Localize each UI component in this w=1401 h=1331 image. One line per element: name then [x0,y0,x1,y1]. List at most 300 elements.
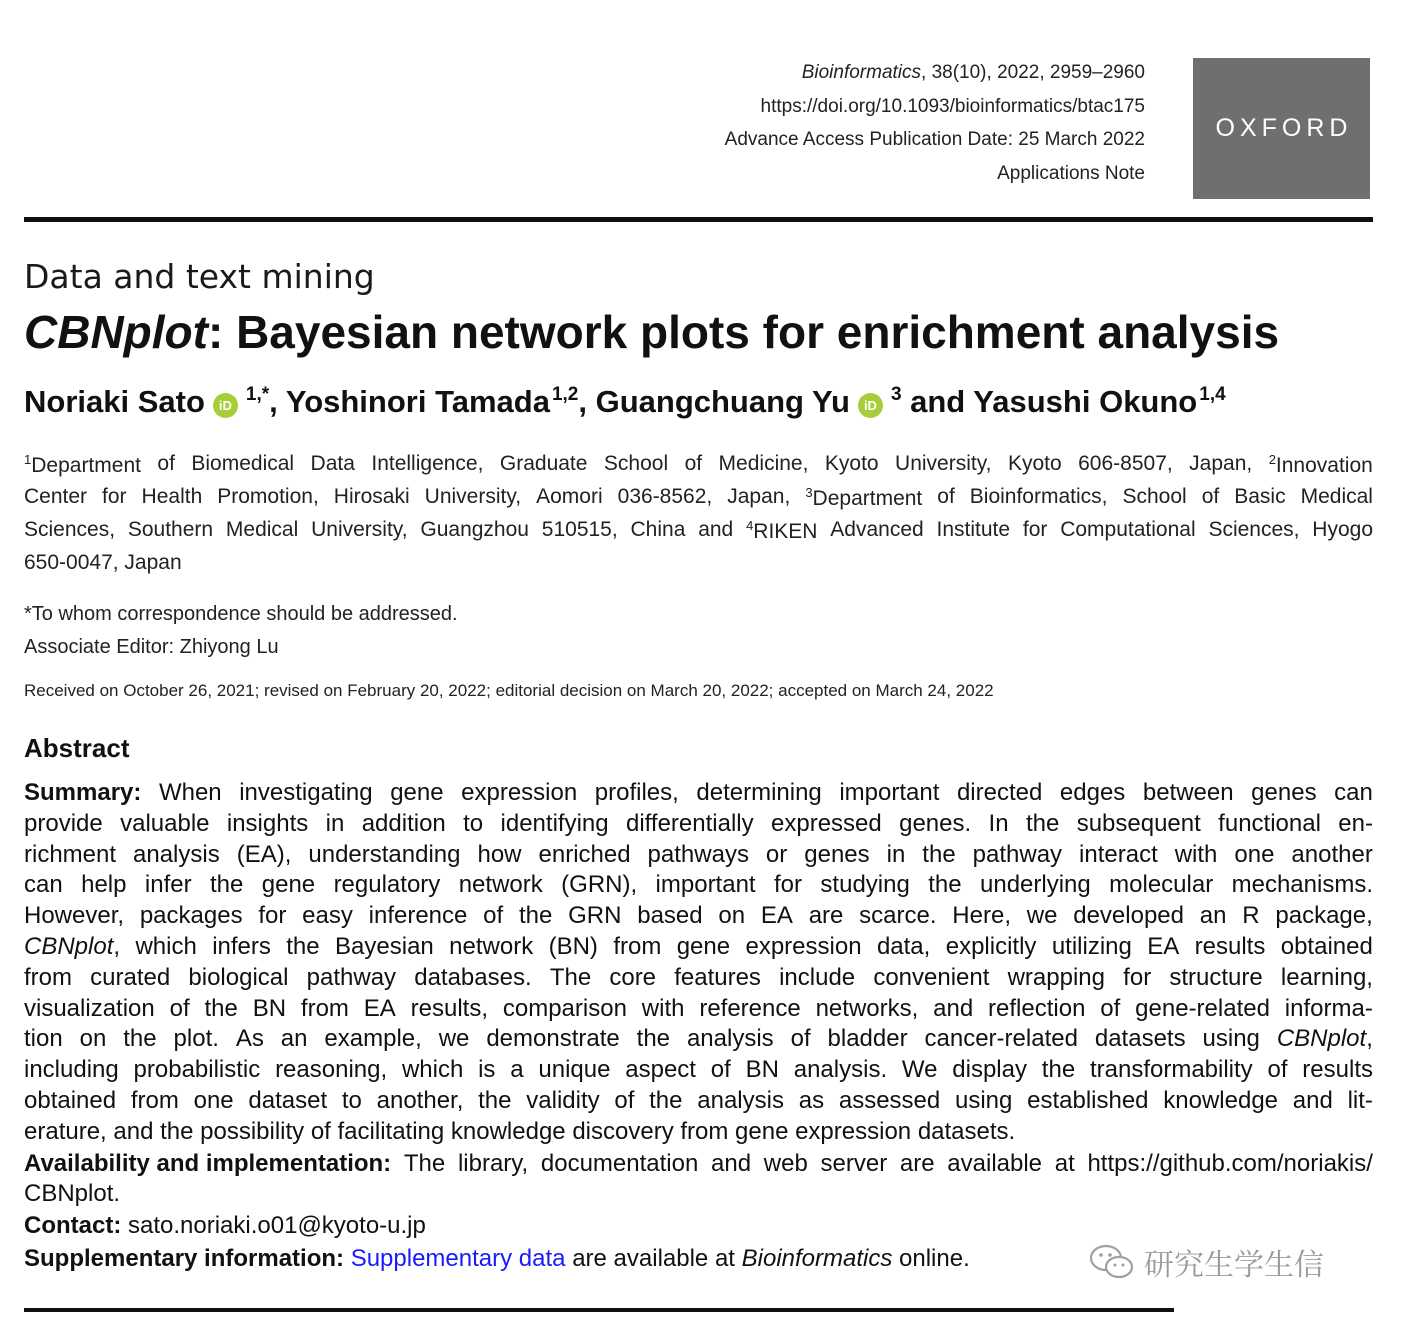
summary-word [414,964,531,992]
summary-word [928,871,961,899]
summary-text: provide [24,809,103,837]
summary-text: aspect [625,1056,696,1084]
summary-text: genes [804,840,870,868]
summary-word [145,871,192,899]
summary-text: genes [1251,779,1317,806]
journal-meta [725,56,1145,190]
affiliation-text: 510515, [541,518,618,541]
summary-line [24,1087,1373,1115]
affiliation-word [1312,518,1373,544]
summary-word [301,995,349,1023]
summary-text: of [1100,994,1121,1022]
summary-word [342,1087,362,1115]
summary-word [1026,810,1059,838]
summary-text: one [193,1087,234,1114]
summary-word [402,1056,463,1084]
summary-text: the [478,1087,512,1114]
affiliation-text: Kyoto [1007,452,1062,475]
summary-word [439,1025,470,1053]
affiliation-word [1189,452,1252,478]
orcid-icon[interactable]: iD [213,393,238,418]
author-name[interactable]: Yasushi Okuno [973,384,1198,419]
space [566,1245,573,1273]
summary-text: GRN [568,902,622,930]
summary-word [859,902,936,930]
summary-word [134,1056,261,1084]
summary-text: of [710,1056,731,1084]
summary-word [1232,871,1373,899]
summary-word [1251,779,1316,807]
title-package: CBNplot [24,306,208,358]
summary-word [411,995,488,1023]
summary-word [90,964,170,992]
contact-line [24,1212,1373,1240]
summary-text: studying [820,871,910,899]
summary-text: visualization [24,994,155,1022]
summary-text: tion [24,1025,63,1053]
summary-text: network [458,871,543,899]
summary-text: BN [745,1056,779,1084]
affiliation-text: Computational [1060,518,1196,541]
summary-word [24,964,72,992]
summary-line [24,933,1373,961]
summary-text: (EA), [236,840,292,868]
summary-word [120,810,209,838]
summary-text: richment [24,840,117,868]
affiliation-word [1234,485,1285,511]
summary-word [140,902,243,930]
summary-word [957,779,1042,807]
summary-word [1027,902,1058,930]
summary-line [24,871,1373,899]
summary-word [799,1087,824,1115]
summary-word [687,1025,774,1053]
summary-text: enriched [538,840,631,868]
summary-text: knowledge [1163,1087,1279,1114]
affiliation-line-4: 650-0047, Japan [24,551,182,574]
affiliation-text: Biomedical [191,452,295,475]
summary-text: easy [302,902,353,930]
summary-text: package, [1275,902,1373,930]
availability-word: The [403,1149,446,1177]
summary-word [697,1087,784,1115]
summary-text: using [1202,1025,1260,1053]
summary-word [1293,1087,1333,1115]
summary-text: informa- [1284,994,1373,1022]
summary-word [519,902,552,930]
summary-word [1100,995,1120,1023]
summary-word [1079,841,1158,869]
summary-line [24,841,1373,869]
affiliation-word [500,452,588,478]
summary-text: core [609,963,657,991]
summary-text: investigating [239,779,373,806]
affiliation-word [371,452,483,478]
affiliation-line-2 [24,485,1373,511]
summary-text: the [922,840,956,868]
summary-word [307,964,396,992]
affiliation-word [618,485,713,511]
affiliation-text: Department [31,454,141,477]
summary-word [364,995,396,1023]
summary-text: addition [361,809,446,837]
summary-text: for [774,871,803,899]
watermark-text: 研究生学生信 [1144,1248,1324,1283]
supplementary-data-link[interactable]: Supplementary data [350,1245,566,1272]
author-name[interactable]: Noriaki Sato [24,384,205,419]
availability-word: available [947,1149,1043,1177]
summary-word [1095,1025,1186,1053]
summary-word [539,841,631,869]
summary-word [804,841,869,869]
summary-word [1234,841,1274,869]
affiliation-word [1008,452,1062,478]
author-name[interactable]: Guangchuang Yu [595,384,850,419]
summary-word [952,1056,1027,1084]
summary-word [204,995,237,1023]
summary-word [902,1056,938,1084]
summary-text: (GRN), [561,871,638,899]
summary-word [973,841,1062,869]
summary-text: analysis. [793,1056,888,1084]
summary-text: developed [1073,902,1184,930]
affiliation-text: of [157,452,175,475]
affiliation-text: Japan, [727,485,791,508]
summary-word [648,841,749,869]
summary-text: features [674,963,761,991]
summary-text: molecular [1109,871,1214,899]
affiliation-word [685,452,703,478]
summary-word [1348,1087,1373,1115]
contact-email[interactable]: sato.noriaki.o01@kyoto-u.jp [128,1212,426,1240]
summary-text: reflection [988,994,1086,1022]
summary-text: obtained [24,1087,117,1114]
summary-text: directed [956,779,1043,806]
summary-word [1175,841,1218,869]
summary-word [302,902,353,930]
space [892,1245,899,1273]
affiliation-text: Hyogo [1312,518,1373,541]
supplementary-end: online. [899,1245,970,1272]
summary-text: valuable [120,809,210,837]
history-dates: Received on October 26, 2021; revised on February 20, 2022; editorial decision on March 20, 2022; accepted on March 24, 2022 [24,681,994,700]
affiliation-text: Advanced [830,518,924,541]
affiliation-word [830,518,923,544]
summary-word [174,1025,219,1053]
summary-text: from [24,963,72,991]
summary-text: results [1302,1056,1373,1084]
summary-text: we [1026,902,1058,930]
summary-word [626,810,754,838]
affiliation-word [128,518,213,544]
affiliation-word [1123,485,1187,511]
summary-text: the [123,1025,157,1053]
summary-word [501,810,609,838]
summary-text: When [158,779,222,806]
summary-word [1285,995,1373,1023]
summary-word [625,1056,696,1084]
summary-text: packages [139,902,243,930]
affiliation-word [805,485,922,511]
summary-word [828,1025,908,1053]
summary-word [1008,964,1105,992]
availability-cont[interactable]: CBNplot. [24,1180,121,1208]
summary-word [809,902,844,930]
package-name: CBNplot [24,933,114,960]
summary-text: analysis [686,1025,774,1053]
summary-text: datasets [1094,1025,1186,1053]
summary-text: assessed [838,1087,941,1114]
oxford-logo [1193,58,1370,199]
author-affiliation-sup: 1,* [245,384,270,405]
summary-text: genes. [899,809,972,837]
summary-word [1077,810,1201,838]
header-rule [24,217,1373,222]
summary-text: analysis [133,840,220,868]
summary-text: from [613,933,662,960]
affiliation-text: Institute [936,518,1011,541]
summary-label: Summary: [24,779,142,806]
summary-text: the [518,902,553,930]
summary-word [988,995,1085,1023]
summary-word [483,902,503,930]
summary-word [595,779,679,807]
affiliation-word [1023,518,1048,544]
summary-text: bladder [827,1025,908,1053]
summary-word [779,964,855,992]
summary-word [24,841,116,869]
affiliation-word [191,452,294,478]
summary-word [237,841,292,869]
affiliation-word [142,485,203,511]
orcid-icon[interactable]: iD [858,393,883,418]
github-link[interactable]: https://github.com/noriakis/ [1087,1149,1373,1177]
summary-line [24,902,1373,930]
summary-line [24,964,1373,992]
summary-text: plot. [173,1025,219,1053]
affiliation-word [311,518,407,544]
summary-text: networks, [815,994,919,1022]
summary-text: structure [1169,963,1263,991]
summary-text: EA [760,902,793,930]
affiliation-text: of [937,485,955,508]
summary-word [1052,933,1132,961]
affiliation-word [698,518,733,544]
summary-word [335,933,434,961]
summary-text: expression [461,779,578,806]
summary-word [1090,1056,1253,1084]
contact-label: Contact: [24,1212,122,1240]
availability-word: at [1054,1149,1075,1177]
publication-date: Advance Access Publication Date: 25 March 2022 [724,129,1145,150]
summary-text: reasoning, [275,1056,388,1084]
affiliation-text: Intelligence, [371,452,484,475]
summary-text: an [280,1025,308,1053]
summary-text: regulatory [333,871,441,899]
affiliation-sup: 3 [805,485,813,500]
summary-word [1267,1056,1287,1084]
summary-text: utilizing [1051,933,1132,960]
summary-text: R [1242,902,1260,930]
summary-word [24,1056,119,1084]
summary-word [746,1056,779,1084]
summary-word [745,933,861,961]
summary-text: insights [226,809,309,837]
summary-text: BN [252,994,287,1022]
summary-text: en- [1338,809,1373,837]
summary-text: display [952,1056,1027,1084]
affiliation-word [226,518,298,544]
summary-word [248,1087,327,1115]
summary-text: which [401,1056,464,1084]
summary-text: In [988,809,1009,837]
summary-word [933,995,973,1023]
summary-word [925,1025,1078,1053]
summary-word [1109,871,1213,899]
journal-name-italic: Bioinformatics [741,1245,893,1272]
summary-word [212,933,271,961]
affiliation-word [631,518,686,544]
summary-text: include [779,963,856,991]
affiliation-word [217,485,319,511]
affiliation-text: Bioinformatics, [969,485,1108,508]
summary-text: another [1291,840,1373,868]
affiliation-text: of [1201,485,1220,508]
article-type: Applications Note [997,162,1145,184]
affiliation-text: Medical [1300,485,1373,508]
summary-line [24,995,1373,1023]
summary-text: determining [696,779,822,806]
summary-text: with [1174,840,1218,868]
summary-text: based [637,902,703,930]
summary-word [794,1056,887,1084]
summary-text: as [798,1087,825,1114]
affiliation-text: Center [24,485,88,508]
supplementary-text: are available at [572,1245,735,1272]
summary-text: interact [1079,840,1158,868]
affiliation-word [334,485,410,511]
summary-word [1123,964,1151,992]
summary-text: the [636,1025,671,1053]
summary-text: between [1142,779,1234,806]
summary-text: Here, [952,902,1011,930]
summary-text: the [209,871,244,899]
summary-word [946,933,1037,961]
summary-text: a [510,1056,524,1084]
summary-word [656,871,756,899]
summary-text: expression [745,933,862,960]
summary-text: and [933,994,974,1022]
wechat-icon [1088,1242,1136,1282]
associate-editor: Associate Editor: Zhiyong Lu [24,636,279,658]
affiliation-word [895,452,991,478]
affiliation-word [727,485,790,511]
summary-text: infers [212,933,271,960]
affiliation-word [24,452,141,478]
summary-text: identifying [500,809,609,837]
summary-word [637,902,702,930]
affiliation-word [746,518,817,544]
summary-text: to [341,1087,362,1114]
article-title [24,305,1279,359]
affiliation-text: Department [812,487,923,510]
summary-text: one [1234,840,1275,868]
summary-word [1334,779,1373,807]
summary-text: from [300,994,349,1022]
summary-text: the [649,1087,683,1114]
summary-word [873,964,989,992]
summary-word [159,779,222,807]
summary-text: unique [538,1056,611,1084]
summary-word [766,841,787,869]
summary-text: in [325,809,345,837]
affiliation-text: School [603,452,669,475]
author-affiliation-sup: 1,2 [551,384,579,405]
summary-text: established [1027,1087,1149,1114]
affiliation-text: Medicine, [718,452,809,475]
affiliation-text: Data [310,452,355,475]
summary-text: functional [1218,809,1321,837]
summary-word [1302,1056,1373,1084]
summary-text: important [655,871,756,899]
summary-text: gene [390,779,444,806]
summary-text: transformability [1089,1056,1253,1084]
affiliation-text: Hirosaki [333,485,410,508]
summary-word [1060,779,1125,807]
summary-word [887,841,906,869]
summary-word [133,841,220,869]
summary-word [561,871,637,899]
affiliation-text: University, [424,485,522,508]
summary-text: demonstrate [486,1025,620,1053]
summary-word [899,810,971,838]
summary-word [194,1087,234,1115]
summary-word [649,1087,682,1115]
summary-text: data, [876,933,931,960]
summary-text: databases. [414,963,532,991]
summary-word [1338,810,1373,838]
summary-word [1042,1056,1075,1084]
summary-word [24,871,63,899]
summary-text: EA [1147,933,1180,960]
summary-word [820,871,909,899]
summary-text: for [1123,963,1152,991]
summary-word [24,1025,63,1053]
summary-word [281,1025,308,1053]
author-name[interactable]: Yoshinori Tamada [285,384,550,419]
doi-link[interactable]: https://doi.org/10.1093/bioinformatics/btac175 [760,95,1145,117]
summary-text: of [790,1025,811,1053]
summary-text: lit- [1347,1087,1373,1114]
footer-rule [24,1308,1174,1312]
availability-word: server [820,1149,888,1177]
summary-text: help [81,871,127,899]
summary-text: can [24,871,63,899]
summary-word [24,1087,116,1115]
summary-text: infer [144,871,192,899]
summary-word [718,902,745,930]
summary-word [188,964,288,992]
summary-text: on [79,1025,107,1053]
availability-word: are [899,1149,935,1177]
summary-word [1281,933,1373,961]
summary-line [24,810,1373,838]
summary-text: Bayesian [335,933,434,960]
summary-word [839,779,939,807]
summary-text: expressed [771,809,882,837]
affiliation-word [536,485,603,511]
summary-text: understanding [308,840,461,868]
